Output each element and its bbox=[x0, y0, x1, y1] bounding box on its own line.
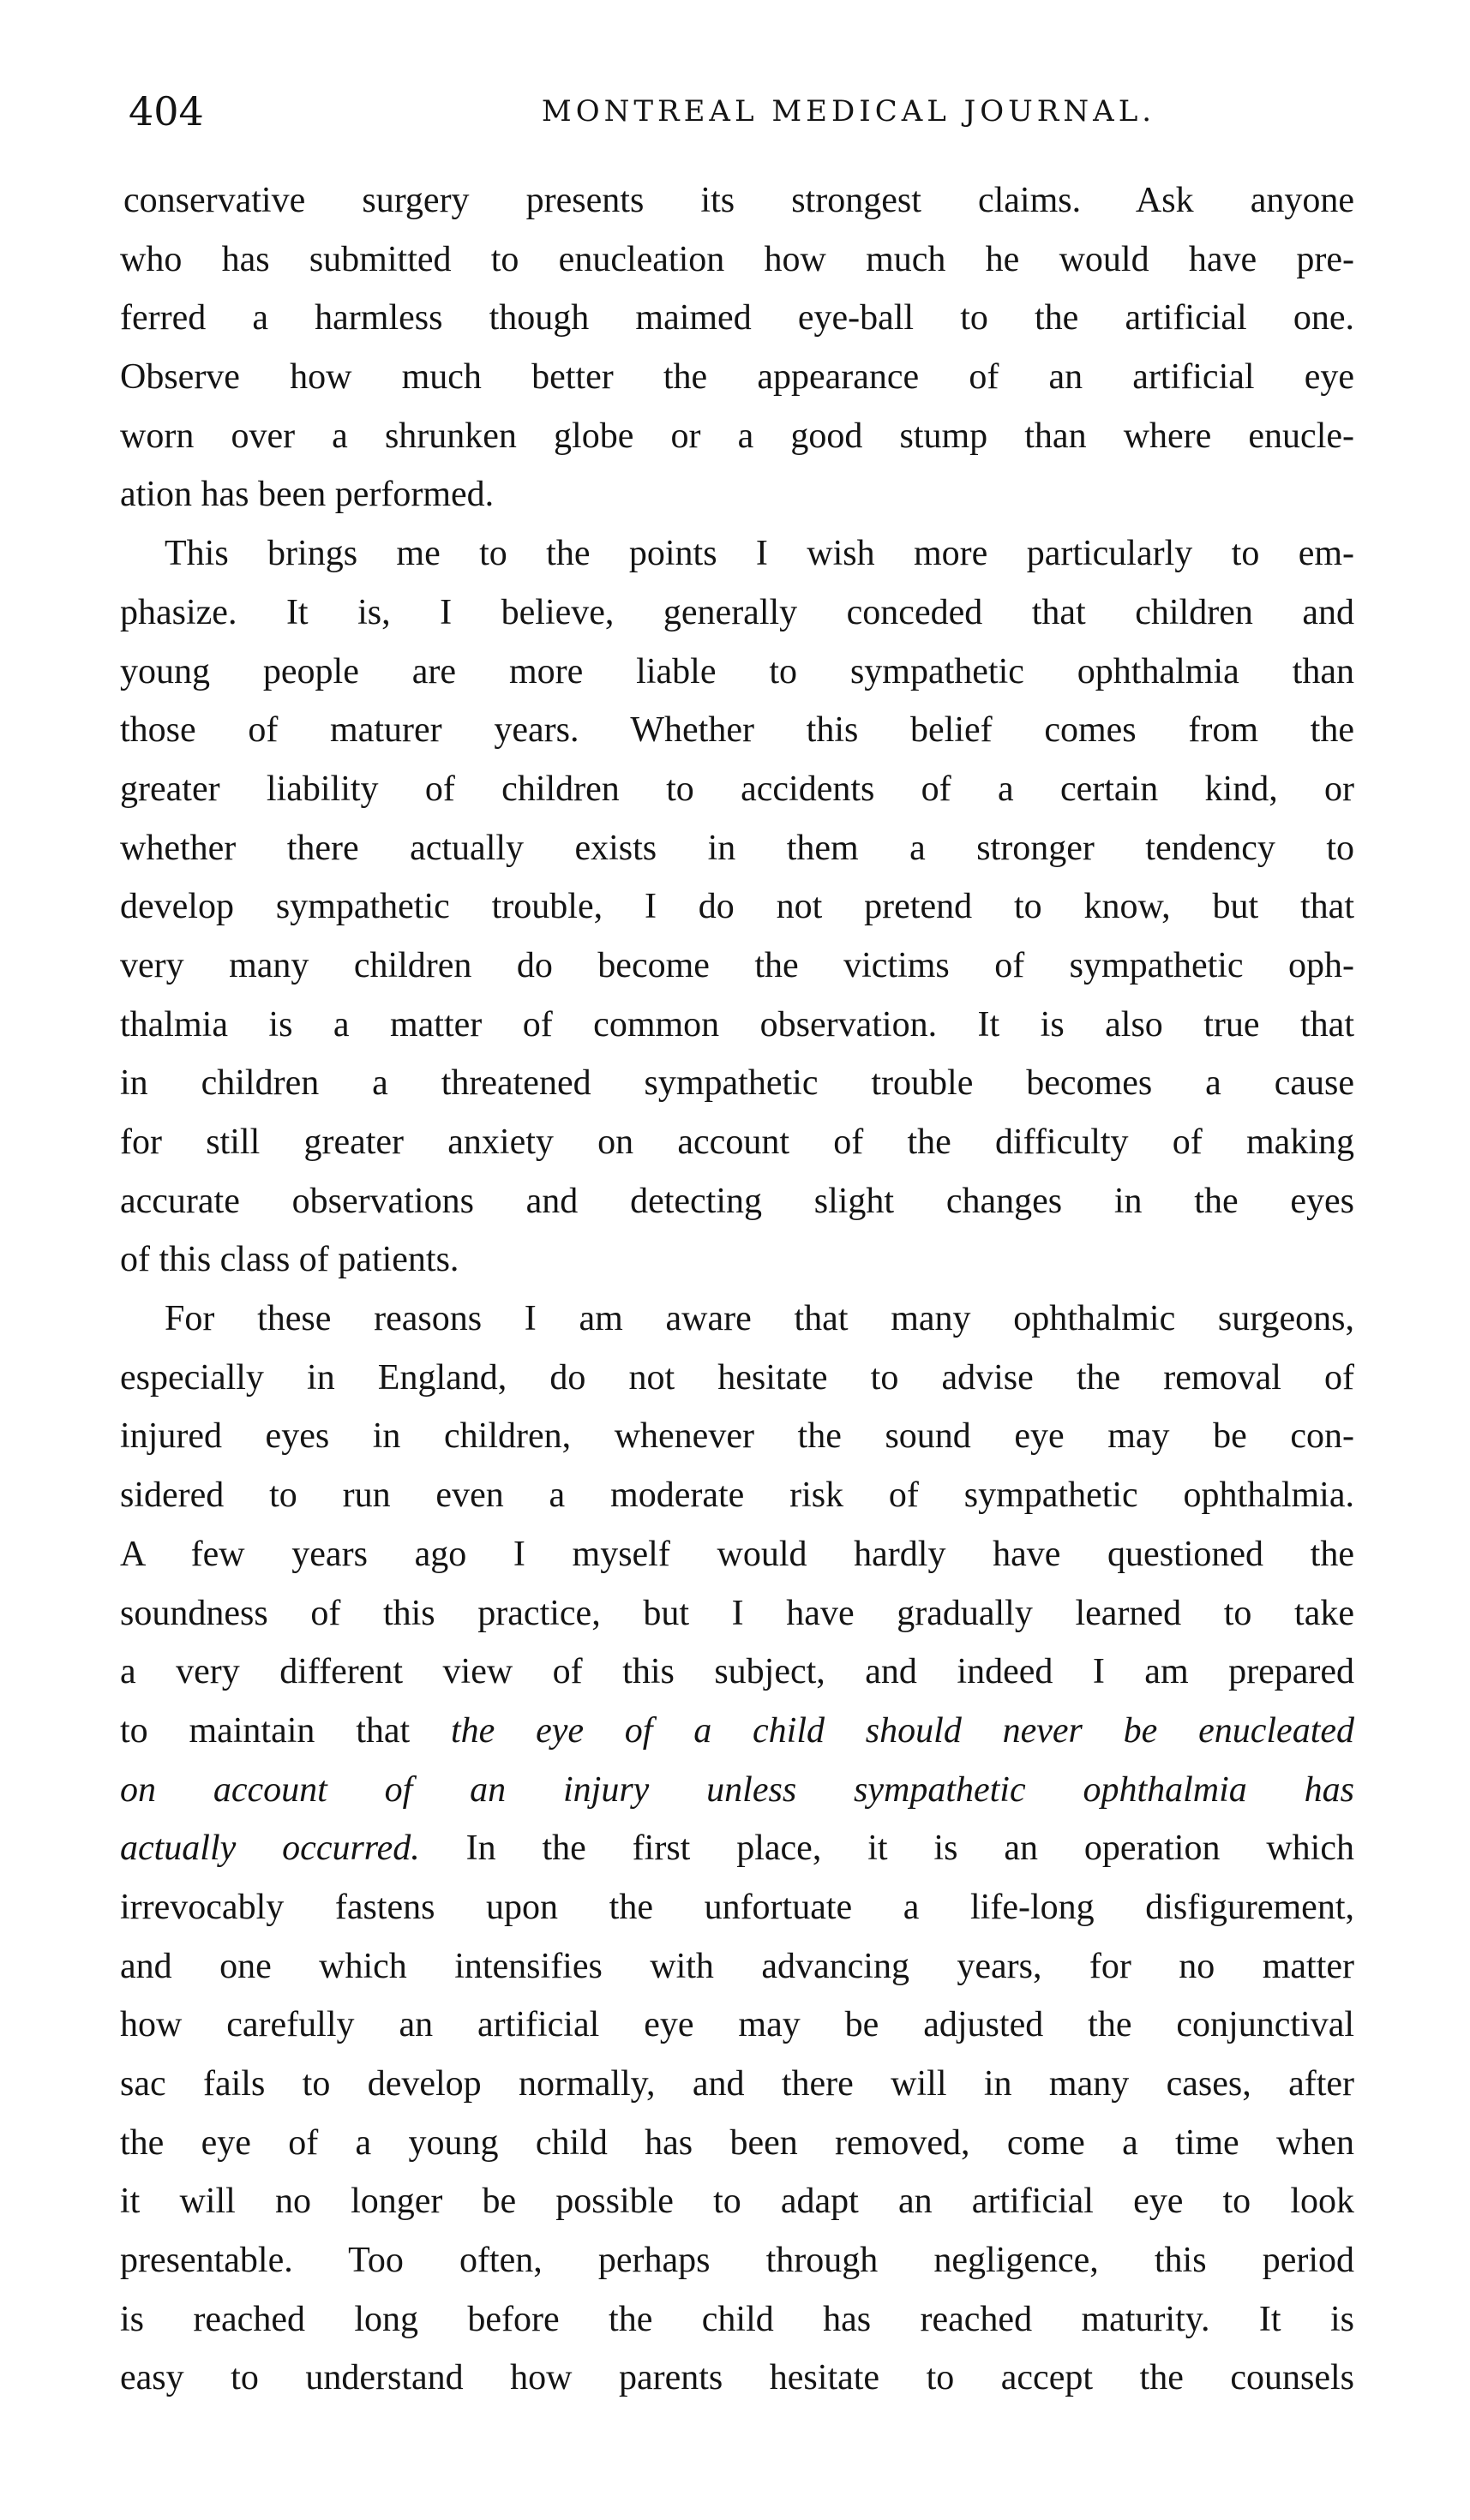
text-line: easy to understand how parents hesitate to accept the counsels bbox=[120, 2358, 1354, 2398]
text-line: is reached long before the child has reached maturity. It is bbox=[120, 2299, 1354, 2339]
text-line: ferred a harmless though maimed eye-ball to the artificial one. bbox=[120, 298, 1354, 338]
text-line: whether there actually exists in them a stronger tendency to bbox=[120, 828, 1354, 868]
journal-title: MONTREAL MEDICAL JOURNAL. bbox=[541, 94, 1156, 129]
text-line: of this class of patients. bbox=[120, 1240, 459, 1280]
body-text bbox=[120, 171, 1354, 2408]
text-line: accurate observations and detecting slight changes in the eyes bbox=[120, 1181, 1354, 1221]
text-line: thalmia is a matter of common observation. It is also true that bbox=[120, 1004, 1354, 1045]
text-line: sac fails to develop normally, and there will in many cases, after bbox=[120, 2064, 1354, 2104]
emphasis-text: the eye of a child should never be enucleated bbox=[450, 1710, 1355, 1751]
text-line: For these reasons I am aware that many ophthalmic surgeons, bbox=[165, 1299, 1354, 1339]
text-line: a very different view of this subject, and indeed I am prepared bbox=[120, 1652, 1354, 1692]
text-line: and one which intensifies with advancing years, for no matter bbox=[120, 1946, 1354, 1986]
text-line: young people are more liable to sympathetic ophthalmia than bbox=[120, 651, 1354, 691]
text-line: conservative surgery presents its strongest claims. Ask anyone bbox=[123, 181, 1354, 220]
running-head bbox=[129, 86, 1354, 146]
text-line: phasize. It is, I believe, generally conceded that children and bbox=[120, 592, 1354, 632]
text-line-mixed bbox=[120, 1702, 1354, 1761]
text-line: develop sympathetic trouble, I do not pretend to know, but that bbox=[120, 887, 1354, 927]
text-line: worn over a shrunken globe or a good stump than where enucle- bbox=[120, 416, 1354, 456]
page-number: 404 bbox=[129, 88, 204, 135]
text-line: very many children do become the victims of sympathetic oph- bbox=[120, 945, 1354, 985]
text-line: greater liability of children to accidents of a certain kind, or bbox=[120, 769, 1354, 809]
text-line: how carefully an artificial eye may be adjusted the conjunctival bbox=[120, 2005, 1354, 2045]
emphasis-text: on account of an injury unless sympathetic ophthalmia has bbox=[120, 1769, 1354, 1810]
text-line: ation has been performed. bbox=[120, 475, 495, 515]
text-line: Observe how much better the appearance of an artificial eye bbox=[120, 357, 1354, 398]
text-line: A few years ago I myself would hardly have questioned the bbox=[120, 1534, 1354, 1574]
text-line: soundness of this practice, but I have gradually learned to take bbox=[120, 1593, 1354, 1633]
text-line: in children a threatened sympathetic trouble becomes a cause bbox=[120, 1063, 1354, 1104]
text-line-mixed bbox=[120, 1819, 1354, 1878]
text-line: irrevocably fastens upon the unfortuate a life-long disfigurement, bbox=[120, 1887, 1354, 1927]
text-line: the eye of a young child has been removed, come a time when bbox=[120, 2122, 1354, 2163]
text-line: This brings me to the points I wish more particularly to em- bbox=[165, 534, 1354, 574]
text-line bbox=[120, 1761, 1354, 1820]
text-line: who has submitted to enucleation how much he would have pre- bbox=[120, 239, 1354, 279]
emphasis-text: actually occurred. bbox=[120, 1829, 420, 1869]
text-line: those of maturer years. Whether this belief comes from the bbox=[120, 710, 1354, 751]
text-line: presentable. Too often, perhaps through negligence, this period bbox=[120, 2241, 1354, 2281]
text-run: In the first place, it is an operation which bbox=[419, 1829, 1354, 1869]
text-line: sidered to run even a moderate risk of sympathetic ophthalmia. bbox=[120, 1475, 1354, 1516]
text-line: it will no longer be possible to adapt an artificial eye to look bbox=[120, 2182, 1354, 2222]
text-run: to maintain that bbox=[120, 1710, 451, 1751]
text-line: especially in England, do not hesitate to advise the removal of bbox=[120, 1357, 1354, 1398]
text-line: injured eyes in children, whenever the sound eye may be con- bbox=[120, 1416, 1354, 1457]
text-line: for still greater anxiety on account of the difficulty of making bbox=[120, 1122, 1354, 1162]
